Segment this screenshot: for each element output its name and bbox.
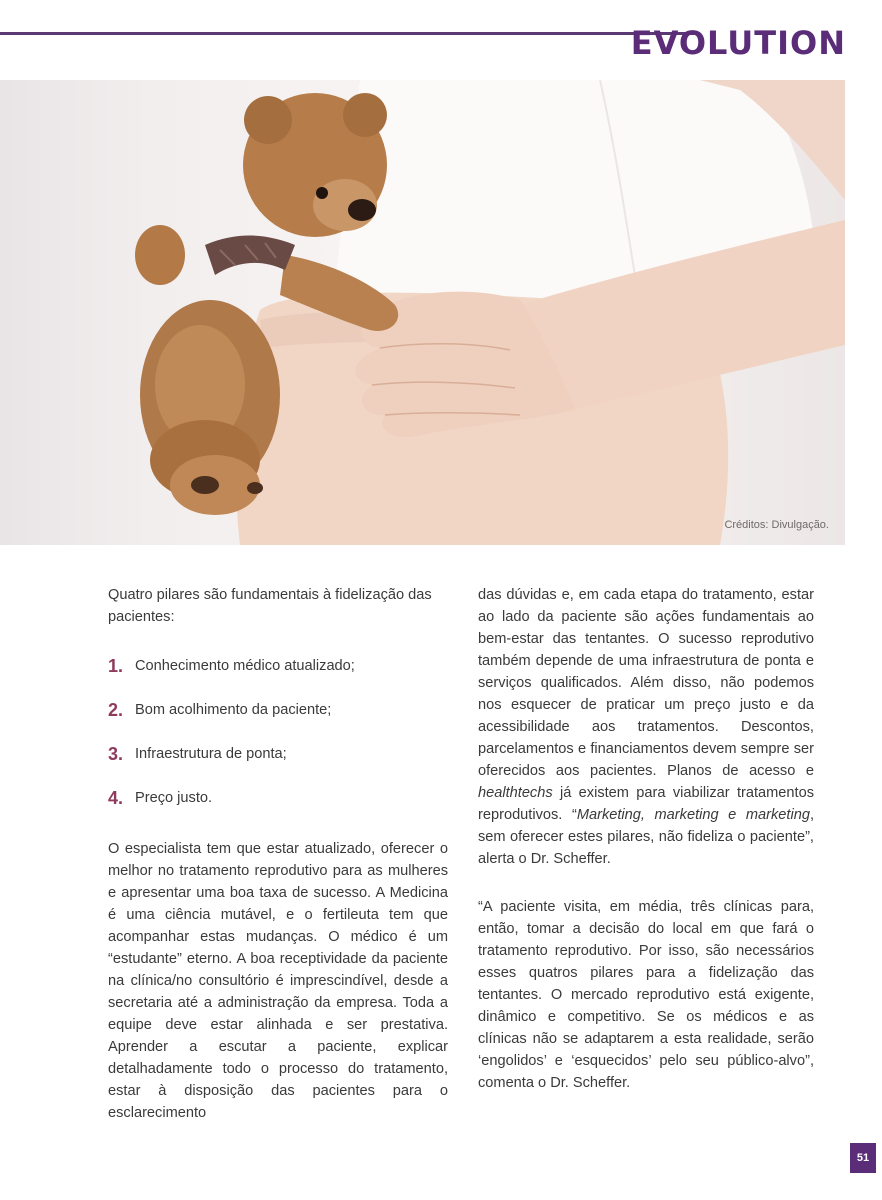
list-number: 2. <box>108 700 124 720</box>
list-item <box>108 732 448 776</box>
pregnant-belly-teddy-bear-illustration <box>0 80 845 545</box>
list-text: Conhecimento médico atualizado; <box>135 658 355 674</box>
paragraph-segment: das dúvidas e, em cada etapa do tratamento, estar ao lado da paciente são ações fundamentais ao bem-estar das tentantes. O sucesso reprodutivo também depende de uma infraestrutura de ponta e serviços qualificados. Além disso, não podemos nos esquecer de praticar um preço justo e da acessibilidade aos tratamentos. Descontos, parcelamentos e financiamentos devem sempre ser oferecidos aos pacientes. Planos de acesso e <box>478 587 814 779</box>
left-column <box>108 584 448 1124</box>
paragraph-italic: healthtechs <box>478 785 553 801</box>
body-paragraph <box>478 584 814 870</box>
list-item <box>108 776 448 820</box>
list-text: Bom acolhimento da paciente; <box>135 702 332 718</box>
header-rule <box>0 32 700 35</box>
list-text: Infraestrutura de ponta; <box>135 746 287 762</box>
list-item <box>108 644 448 688</box>
list-number: 4. <box>108 788 124 808</box>
cover-photo <box>0 80 845 545</box>
photo-credit: Créditos: Divulgação. <box>724 519 829 531</box>
right-column <box>478 584 814 1094</box>
list-number: 3. <box>108 744 124 764</box>
body-paragraph: “A paciente visita, em média, três clínicas para, então, tomar a decisão do local em que fará o tratamento reprodutivo. Por isso, são necessários esses quatros pilares para a fidelização das tentantes. O mercado reprodutivo está exigente, dinâmico e competitivo. Se os médicos e as clínicas não se adaptarem a esta realidade, serão ‘engolidos’ e ‘esquecidos’ pelo seu público-alvo”, comenta o Dr. Scheffer. <box>478 899 814 1091</box>
intro-text: Quatro pilares são fundamentais à fidelização das pacientes: <box>108 587 432 625</box>
list-text: Preço justo. <box>135 790 213 806</box>
paragraph-segment: , sem oferecer estes pilares, não fideliza o paciente”, alerta o Dr. Scheffer. <box>478 807 815 867</box>
body-paragraph: O especialista tem que estar atualizado, oferecer o melhor no tratamento reprodutivo para as mulheres e apresentar uma boa taxa de sucesso. A Medicina é uma ciência mutável, e o fertileuta tem que acompanhar estas mudanças. O médico é um “estudante” eterno. A boa receptividade da paciente na clínica/no consultório é imprescindível, desde a secretaria até a administração da empresa. Toda a equipe deve estar alinhada e ser prestativa. Aprender a escutar a paciente, explicar detalhadamente todo o processo do tratamento, estar à disposição das pacientes para o esclarecimento <box>108 841 448 1121</box>
page-number: 51 <box>850 1143 876 1173</box>
list-item <box>108 688 448 732</box>
magazine-brand: EVOLUTION <box>630 24 846 62</box>
pillars-list <box>108 644 448 820</box>
paragraph-segment: já existem para viabilizar tratamentos reprodutivos. “ <box>478 785 814 823</box>
list-number: 1. <box>108 656 124 676</box>
paragraph-italic: Marketing, marketing e marketing <box>576 807 810 823</box>
